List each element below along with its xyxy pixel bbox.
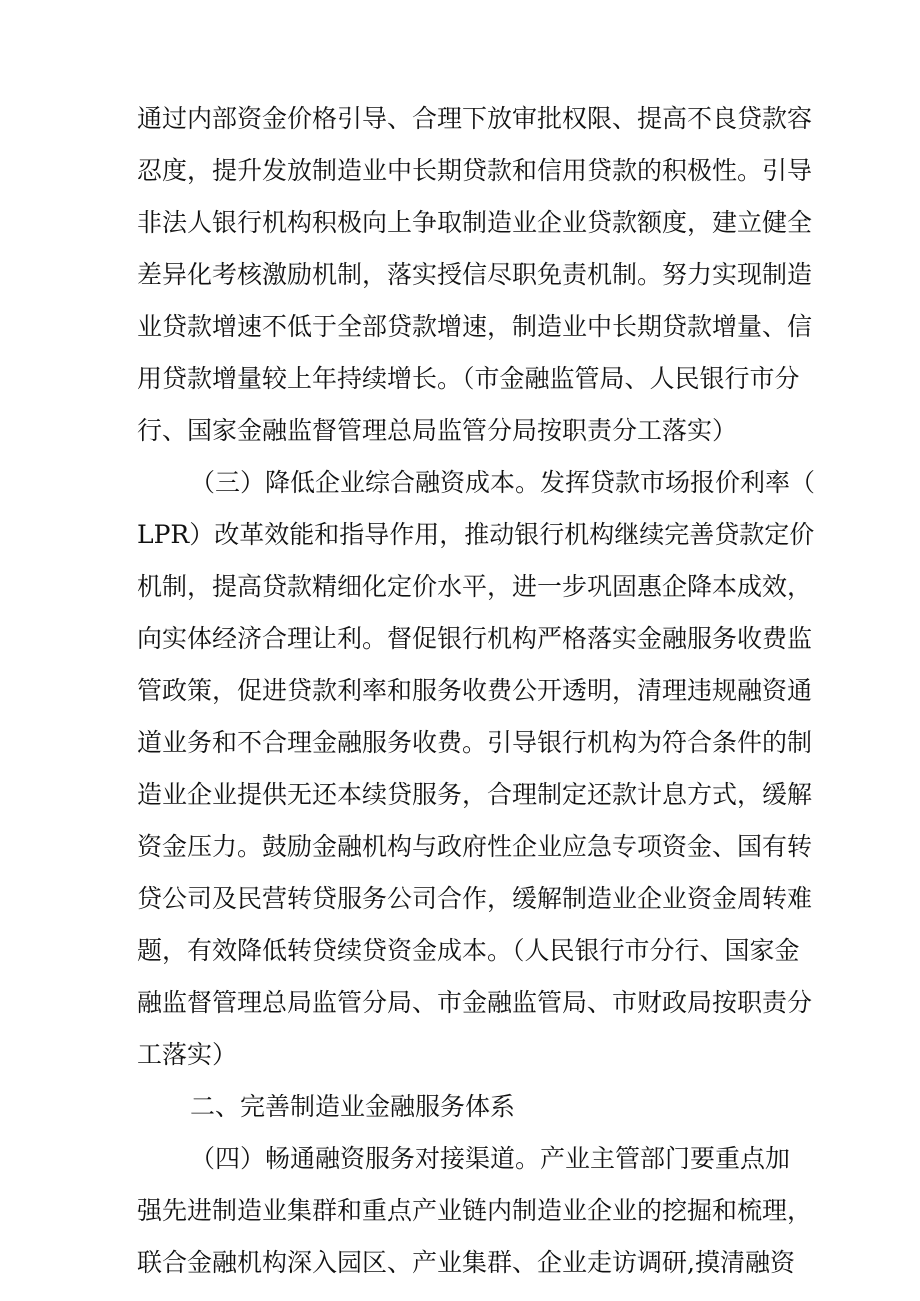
text-line: 向实体经济合理让利。督促银行机构严格落实金融服务收费监: [137, 624, 813, 653]
text-line: 资金压力。鼓励金融机构与政府性企业应急专项资金、国有转: [137, 832, 813, 861]
text-line: 联合金融机构深入园区、产业集群、企业走访调研,摸清融资: [137, 1248, 795, 1277]
text-line: 通过内部资金价格引导、合理下放审批权限、提高不良贷款容: [137, 104, 813, 133]
text-line: 道业务和不合理金融服务收费。引导银行机构为符合条件的制: [137, 728, 813, 757]
text-line: 造业企业提供无还本续贷服务，合理制定还款计息方式，缓解: [137, 780, 813, 809]
text-line: 管政策，促进贷款利率和服务收费公开透明，清理违规融资通: [137, 676, 813, 705]
text-line: 用贷款增量较上年持续增长。（市金融监管局、人民银行市分: [137, 364, 800, 393]
text-line: 工落实）: [137, 1040, 238, 1069]
section-heading: （三）降低企业综合融资成本。发挥贷款市场报价利率（: [190, 468, 816, 497]
text-line: 融监督管理总局监管分局、市金融监管局、市财政局按职责分: [137, 988, 813, 1017]
text-line: 题，有效降低转贷续贷资金成本。（人民银行市分行、国家金: [137, 936, 800, 965]
chapter-heading: 二、完善制造业金融服务体系: [190, 1092, 516, 1121]
text-line: 业贷款增速不低于全部贷款增速，制造业中长期贷款增量、信: [137, 312, 813, 341]
text-line: 强先进制造业集群和重点产业链内制造业企业的挖掘和梳理，: [137, 1196, 813, 1225]
text-line: 非法人银行机构积极向上争取制造业企业贷款额度，建立健全: [137, 208, 813, 237]
text-line: 机制，提高贷款精细化定价水平，进一步巩固惠企降本成效，: [137, 572, 813, 601]
text-line: 贷公司及民营转贷服务公司合作，缓解制造业企业资金周转难: [137, 884, 813, 913]
text-line: 行、国家金融监督管理总局监管分局按职责分工落实）: [137, 416, 738, 445]
text-line: 差异化考核激励机制，落实授信尽职免责机制。努力实现制造: [137, 260, 813, 289]
text-line: LPR）改革效能和指导作用，推动银行机构继续完善贷款定价: [137, 520, 815, 549]
text-line: 忍度，提升发放制造业中长期贷款和信用贷款的积极性。引导: [137, 156, 813, 185]
section-heading: （四）畅通融资服务对接渠道。产业主管部门要重点加: [190, 1144, 791, 1173]
